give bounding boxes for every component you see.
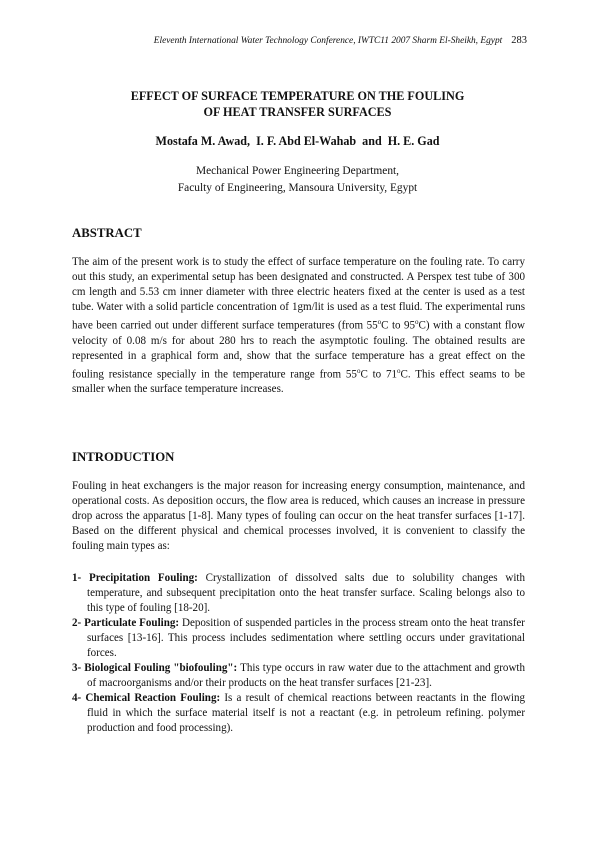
fouling-types-list (72, 571, 525, 736)
list-item-text: Crystallization of dissolved salts due to solubility changes with temperature, and subsequent precipitation onto the heat transfer surface. Scaling belongs also to this type of fouling [18-20]. (87, 572, 525, 614)
list-item-term: 1- Precipitation Fouling: (72, 572, 198, 584)
degree-superscript: o (397, 366, 401, 375)
list-item-term: 2- Particulate Fouling: (72, 617, 180, 629)
degree-superscript: o (356, 366, 361, 375)
affiliation-line-2: Faculty of Engineering, Mansoura University, Egypt (177, 182, 418, 194)
abstract-text-2: C to 95 (381, 319, 416, 332)
running-head (60, 35, 527, 46)
abstract-heading: ABSTRACT (72, 226, 142, 240)
affiliation-line-1: Mechanical Power Engineering Department, (195, 165, 400, 177)
list-item (72, 661, 525, 691)
paper-title (72, 88, 523, 120)
list-item-term: 4- Chemical Reaction Fouling: (72, 692, 221, 704)
abstract-text-1: The aim of the present work is to study the effect of surface temperature on the fouling rate. To carry out this study, an experimental setup has been designated and constructed. A Perspex test tube of 300 cm length and 5.53 cm inner diameter with three electric heaters fixed at the center is used as a test tube. Water with a solid particle concentration of 1gm/lit is used as a test fluid. The experimental runs have been carried out under different surface temperatures (from 55 (72, 256, 525, 332)
abstract-text-5: C. This effect seams to be smaller when the surface temperature increases. (72, 368, 525, 396)
list-item-text: Is a result of chemical reactions between reactants in the flowing fluid in which the surface material itself is not a reactant (e.g. in petroleum refining. polymer production and food processing). (87, 692, 525, 734)
abstract-paragraph (72, 255, 525, 397)
page-number: 283 (511, 35, 527, 46)
introduction-paragraph: Fouling in heat exchangers is the major reason for increasing energy consumption, maintenance, and operational costs. As deposition occurs, the flow area is reduced, which causes an increase in pressure drop across the apparatus [1-8]. Many types of fouling can occur on the heat transfer surfaces [1-17]. Based on the different physical and chemical processes involved, it is convenient to classify the fouling main types as: (72, 480, 525, 552)
list-item (72, 616, 525, 661)
conference-name: Eleventh International Water Technology Conference, IWTC11 2007 Sharm El-Sheikh, Egypt (153, 36, 503, 46)
introduction-heading: INTRODUCTION (72, 450, 175, 464)
title-line-2: OF HEAT TRANSFER SURFACES (203, 105, 392, 119)
abstract-text-3: C) with a constant flow velocity of 0.08 m/s for about 280 hrs to reach the asymptotic fouling. The obtained results are represented in a graphical form and, show that the surface temperature has a great effect on the fouling resistance specially in the temperature range from 55 (72, 319, 525, 381)
list-item (72, 691, 525, 736)
list-item-text: This type occurs in raw water due to the attachment and growth of macroorganisms and/or their products on the heat transfer surfaces [21-23]. (87, 662, 526, 689)
affiliation (72, 163, 523, 197)
list-item (72, 571, 525, 616)
authors: Mostafa M. Awad, I. F. Abd El-Wahab and H. E. Gad (155, 134, 440, 148)
degree-superscript: o (377, 318, 382, 326)
list-item-term: 3- Biological Fouling "biofouling": (72, 662, 238, 674)
degree-superscript: o (415, 318, 419, 326)
list-item-text: Deposition of suspended particles in the process stream onto the heat transfer surfaces [13-16]. This process includes sedimentation where settling occurs under gravitational forces. (87, 617, 525, 659)
abstract-text-4: C to 71 (360, 368, 398, 381)
title-line-1: EFFECT OF SURFACE TEMPERATURE ON THE FOULING (130, 89, 465, 103)
